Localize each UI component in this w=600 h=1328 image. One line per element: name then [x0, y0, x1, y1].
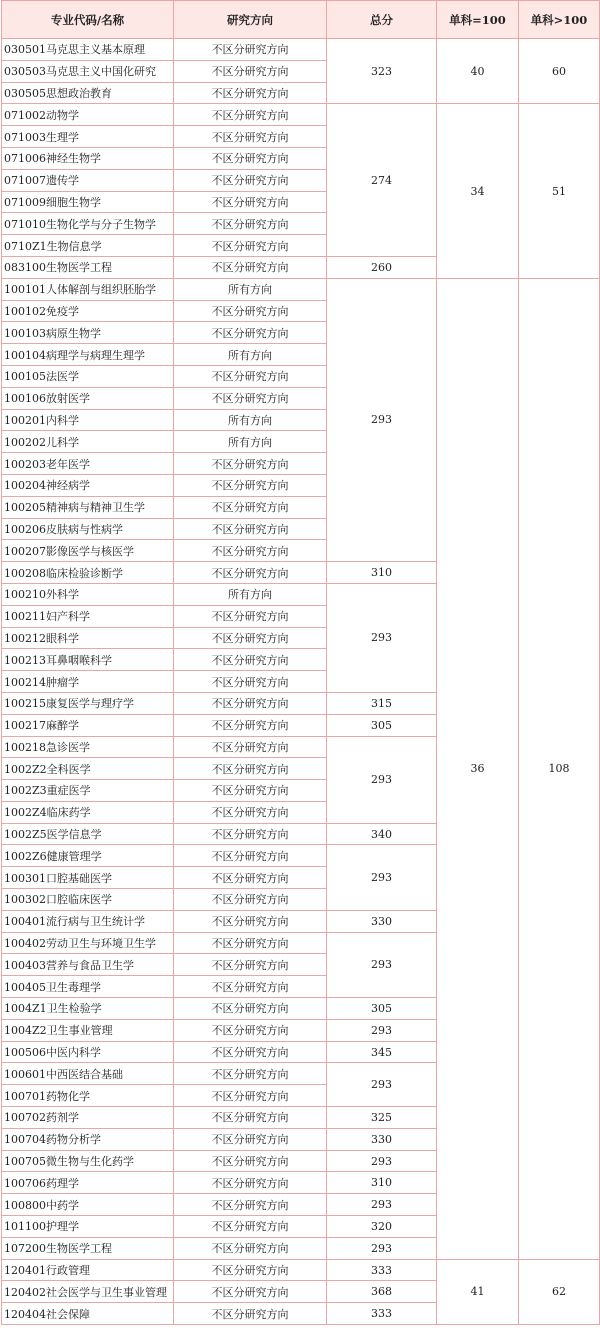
direction-cell: 不区分研究方向	[174, 1303, 327, 1325]
direction-cell: 所有方向	[174, 409, 327, 431]
direction-cell: 不区分研究方向	[174, 889, 327, 911]
major-name-cell: 071002动物学	[2, 104, 174, 126]
table-row	[2, 104, 600, 126]
major-name-cell: 100601中西医结合基础	[2, 1063, 174, 1085]
major-name-cell: 100506中医内科学	[2, 1041, 174, 1063]
major-name-cell: 100201内科学	[2, 409, 174, 431]
direction-cell: 不区分研究方向	[174, 1216, 327, 1238]
major-name-cell: 120404社会保障	[2, 1303, 174, 1325]
total-score-cell: 310	[327, 562, 437, 584]
header-single-eq-100: 单科=100	[437, 1, 519, 39]
header-major: 专业代码/名称	[2, 1, 174, 39]
table-body	[2, 39, 600, 1325]
total-score-cell: 293	[327, 1150, 437, 1172]
major-name-cell: 100213耳鼻咽喉科学	[2, 649, 174, 671]
major-name-cell: 100211妇产科学	[2, 605, 174, 627]
major-name-cell: 1002Z3重症医学	[2, 780, 174, 802]
major-name-cell: 100208临床检验诊断学	[2, 562, 174, 584]
direction-cell: 不区分研究方向	[174, 82, 327, 104]
major-name-cell: 100102免疫学	[2, 300, 174, 322]
table-row	[2, 39, 600, 61]
total-score-cell: 330	[327, 1128, 437, 1150]
direction-cell: 不区分研究方向	[174, 104, 327, 126]
total-score-cell: 340	[327, 823, 437, 845]
direction-cell: 不区分研究方向	[174, 1281, 327, 1303]
total-score-cell: 305	[327, 998, 437, 1020]
total-score-cell: 315	[327, 692, 437, 714]
direction-cell: 不区分研究方向	[174, 649, 327, 671]
major-name-cell: 0710Z1生物信息学	[2, 235, 174, 257]
direction-cell: 不区分研究方向	[174, 540, 327, 562]
direction-cell: 不区分研究方向	[174, 671, 327, 693]
single-gt-100-cell: 108	[519, 278, 600, 1259]
direction-cell: 不区分研究方向	[174, 1194, 327, 1216]
direction-cell: 不区分研究方向	[174, 474, 327, 496]
major-name-cell: 100207影像医学与核医学	[2, 540, 174, 562]
major-name-cell: 100203老年医学	[2, 453, 174, 475]
header-row	[2, 1, 600, 39]
direction-cell: 不区分研究方向	[174, 1259, 327, 1281]
major-name-cell: 100301口腔基础医学	[2, 867, 174, 889]
major-name-cell: 100206皮肤病与性病学	[2, 518, 174, 540]
major-name-cell: 030503马克思主义中国化研究	[2, 60, 174, 82]
total-score-cell: 293	[327, 278, 437, 561]
major-name-cell: 100701药物化学	[2, 1085, 174, 1107]
major-name-cell: 071007遗传学	[2, 169, 174, 191]
direction-cell: 所有方向	[174, 344, 327, 366]
header-direction: 研究方向	[174, 1, 327, 39]
major-name-cell: 100101人体解剖与组织胚胎学	[2, 278, 174, 300]
direction-cell: 不区分研究方向	[174, 736, 327, 758]
total-score-cell: 293	[327, 932, 437, 997]
direction-cell: 不区分研究方向	[174, 714, 327, 736]
direction-cell: 不区分研究方向	[174, 998, 327, 1020]
total-score-cell: 293	[327, 583, 437, 692]
total-score-cell: 293	[327, 1194, 437, 1216]
total-score-cell: 333	[327, 1259, 437, 1281]
direction-cell: 不区分研究方向	[174, 801, 327, 823]
single-eq-100-cell: 41	[437, 1259, 519, 1324]
direction-cell: 不区分研究方向	[174, 1041, 327, 1063]
major-name-cell: 100210外科学	[2, 583, 174, 605]
total-score-cell: 345	[327, 1041, 437, 1063]
direction-cell: 不区分研究方向	[174, 1107, 327, 1129]
single-eq-100-cell: 34	[437, 104, 519, 278]
direction-cell: 不区分研究方向	[174, 387, 327, 409]
direction-cell: 不区分研究方向	[174, 147, 327, 169]
major-name-cell: 030501马克思主义基本原理	[2, 39, 174, 61]
direction-cell: 所有方向	[174, 278, 327, 300]
major-name-cell: 101100护理学	[2, 1216, 174, 1238]
major-name-cell: 100217麻醉学	[2, 714, 174, 736]
direction-cell: 不区分研究方向	[174, 910, 327, 932]
major-name-cell: 100302口腔临床医学	[2, 889, 174, 911]
total-score-cell: 260	[327, 256, 437, 278]
major-name-cell: 1002Z6健康管理学	[2, 845, 174, 867]
direction-cell: 不区分研究方向	[174, 932, 327, 954]
direction-cell: 不区分研究方向	[174, 169, 327, 191]
major-name-cell: 030505思想政治教育	[2, 82, 174, 104]
total-score-cell: 320	[327, 1216, 437, 1238]
direction-cell: 不区分研究方向	[174, 235, 327, 257]
total-score-cell: 305	[327, 714, 437, 736]
direction-cell: 不区分研究方向	[174, 627, 327, 649]
direction-cell: 不区分研究方向	[174, 256, 327, 278]
single-eq-100-cell: 36	[437, 278, 519, 1259]
major-name-cell: 100405卫生毒理学	[2, 976, 174, 998]
direction-cell: 不区分研究方向	[174, 823, 327, 845]
direction-cell: 不区分研究方向	[174, 213, 327, 235]
major-name-cell: 100218急诊医学	[2, 736, 174, 758]
direction-cell: 不区分研究方向	[174, 692, 327, 714]
direction-cell: 不区分研究方向	[174, 1128, 327, 1150]
single-eq-100-cell: 40	[437, 39, 519, 104]
major-name-cell: 100105法医学	[2, 365, 174, 387]
direction-cell: 不区分研究方向	[174, 780, 327, 802]
major-name-cell: 120402社会医学与卫生事业管理	[2, 1281, 174, 1303]
direction-cell: 不区分研究方向	[174, 60, 327, 82]
major-name-cell: 1004Z2卫生事业管理	[2, 1019, 174, 1041]
major-name-cell: 100401流行病与卫生统计学	[2, 910, 174, 932]
single-gt-100-cell: 62	[519, 1259, 600, 1324]
major-name-cell: 100103病原生物学	[2, 322, 174, 344]
total-score-cell: 330	[327, 910, 437, 932]
direction-cell: 所有方向	[174, 431, 327, 453]
total-score-cell: 293	[327, 1019, 437, 1041]
major-name-cell: 100214肿瘤学	[2, 671, 174, 693]
header-single-gt-100: 单科>100	[519, 1, 600, 39]
single-gt-100-cell: 60	[519, 39, 600, 104]
major-name-cell: 100215康复医学与理疗学	[2, 692, 174, 714]
direction-cell: 不区分研究方向	[174, 867, 327, 889]
direction-cell: 不区分研究方向	[174, 300, 327, 322]
total-score-cell: 310	[327, 1172, 437, 1194]
major-name-cell: 107200生物医学工程	[2, 1237, 174, 1259]
total-score-cell: 293	[327, 736, 437, 823]
direction-cell: 不区分研究方向	[174, 954, 327, 976]
single-gt-100-cell: 51	[519, 104, 600, 278]
major-name-cell: 1004Z1卫生检验学	[2, 998, 174, 1020]
major-name-cell: 1002Z5医学信息学	[2, 823, 174, 845]
header-total-score: 总分	[327, 1, 437, 39]
direction-cell: 不区分研究方向	[174, 126, 327, 148]
major-name-cell: 100212眼科学	[2, 627, 174, 649]
direction-cell: 不区分研究方向	[174, 518, 327, 540]
direction-cell: 不区分研究方向	[174, 365, 327, 387]
direction-cell: 所有方向	[174, 583, 327, 605]
direction-cell: 不区分研究方向	[174, 453, 327, 475]
total-score-cell: 293	[327, 1237, 437, 1259]
direction-cell: 不区分研究方向	[174, 845, 327, 867]
major-name-cell: 071006神经生物学	[2, 147, 174, 169]
major-name-cell: 100704药物分析学	[2, 1128, 174, 1150]
major-name-cell: 100800中药学	[2, 1194, 174, 1216]
score-table	[1, 0, 600, 1325]
major-name-cell: 100403营养与食品卫生学	[2, 954, 174, 976]
direction-cell: 不区分研究方向	[174, 191, 327, 213]
total-score-cell: 323	[327, 39, 437, 104]
total-score-cell: 293	[327, 845, 437, 910]
direction-cell: 不区分研究方向	[174, 39, 327, 61]
major-name-cell: 100205精神病与精神卫生学	[2, 496, 174, 518]
total-score-cell: 293	[327, 1063, 437, 1107]
major-name-cell: 071009细胞生物学	[2, 191, 174, 213]
major-name-cell: 100106放射医学	[2, 387, 174, 409]
direction-cell: 不区分研究方向	[174, 758, 327, 780]
direction-cell: 不区分研究方向	[174, 496, 327, 518]
direction-cell: 不区分研究方向	[174, 1150, 327, 1172]
direction-cell: 不区分研究方向	[174, 1019, 327, 1041]
major-name-cell: 100204神经病学	[2, 474, 174, 496]
direction-cell: 不区分研究方向	[174, 1172, 327, 1194]
major-name-cell: 1002Z4临床药学	[2, 801, 174, 823]
major-name-cell: 100104病理学与病理生理学	[2, 344, 174, 366]
table-row	[2, 1259, 600, 1281]
major-name-cell: 100706药理学	[2, 1172, 174, 1194]
direction-cell: 不区分研究方向	[174, 1085, 327, 1107]
direction-cell: 不区分研究方向	[174, 1237, 327, 1259]
total-score-cell: 325	[327, 1107, 437, 1129]
major-name-cell: 100402劳动卫生与环境卫生学	[2, 932, 174, 954]
direction-cell: 不区分研究方向	[174, 976, 327, 998]
table-row	[2, 278, 600, 300]
major-name-cell: 120401行政管理	[2, 1259, 174, 1281]
major-name-cell: 1002Z2全科医学	[2, 758, 174, 780]
total-score-cell: 274	[327, 104, 437, 257]
major-name-cell: 071010生物化学与分子生物学	[2, 213, 174, 235]
total-score-cell: 368	[327, 1281, 437, 1303]
major-name-cell: 100202儿科学	[2, 431, 174, 453]
direction-cell: 不区分研究方向	[174, 605, 327, 627]
major-name-cell: 100705微生物与生化药学	[2, 1150, 174, 1172]
major-name-cell: 083100生物医学工程	[2, 256, 174, 278]
direction-cell: 不区分研究方向	[174, 1063, 327, 1085]
total-score-cell: 333	[327, 1303, 437, 1325]
major-name-cell: 071003生理学	[2, 126, 174, 148]
direction-cell: 不区分研究方向	[174, 322, 327, 344]
major-name-cell: 100702药剂学	[2, 1107, 174, 1129]
direction-cell: 不区分研究方向	[174, 562, 327, 584]
